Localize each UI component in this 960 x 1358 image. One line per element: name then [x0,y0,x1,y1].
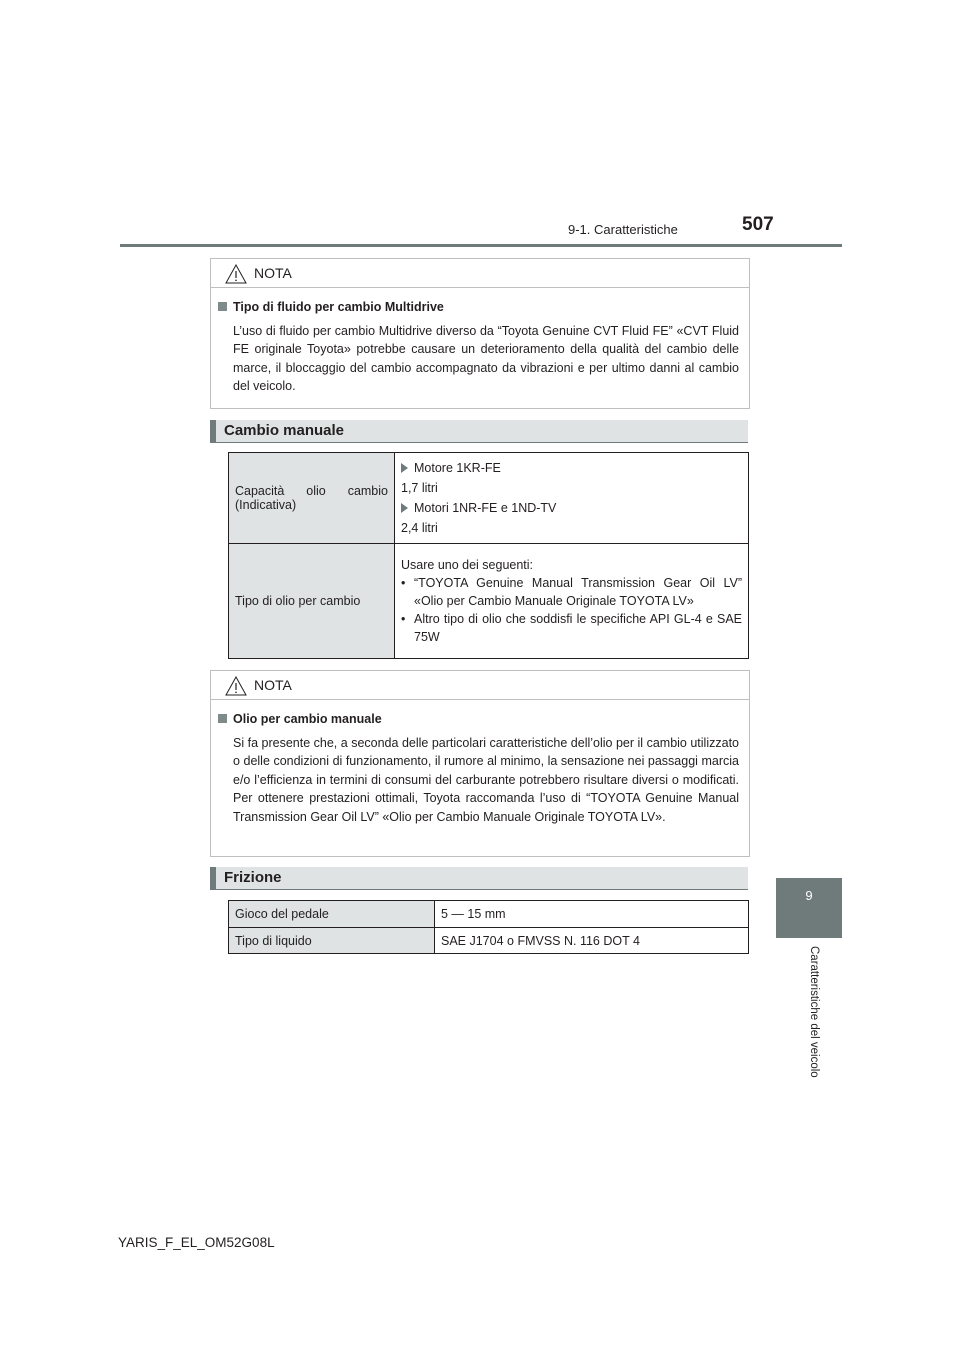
manual-transmission-table [228,452,749,659]
oil-intro: Usare uno dei seguenti: [401,558,534,572]
warning-icon [225,264,247,284]
notice-subhead-text: Olio per cambio manuale [233,712,382,726]
notice-box-manual-oil [210,670,750,857]
notice-text: Si fa presente che, a seconda delle particolari caratteristiche dell’olio per il cambio utilizzato o delle condizioni di funzionamento, il rumore al minimo, la sensazione nei passaggi marcia e/o l’efficienza in termini di consumi del carburante potrebbero risultare diversi o modificati. Per ottenere prestazioni ottimali, Toyota raccomanda l’uso di “TOYOTA Genuine Manual Transmission Gear Oil LV” «Olio per Cambio Manuale Originale TOYOTA LV». [233,735,739,824]
notice-header [211,259,749,288]
square-bullet-icon [218,714,227,723]
section-heading-text: Cambio manuale [224,422,345,439]
engine-label: Motore 1KR-FE [414,461,501,475]
table-row [229,901,749,928]
row-label: Tipo di olio per cambio [235,594,361,608]
capacity-value: 1,7 litri [401,481,438,495]
oil-option: • “TOYOTA Genuine Manual Transmission Gear Oil LV” «Olio per Cambio Manuale Originale TOYOTA LV» [401,576,742,608]
capacity-value: 2,4 litri [401,521,438,535]
notice-subhead [216,298,739,317]
document-code: YARIS_F_EL_OM52G08L [118,1235,275,1250]
clutch-table [228,900,749,954]
triangle-bullet-icon [401,503,408,513]
oil-option-text: “TOYOTA Genuine Manual Transmission Gear Oil LV” «Olio per Cambio Manuale Originale TOYOTA LV» [414,576,742,608]
row-label: Tipo di liquido [229,928,435,954]
table-row [229,453,749,544]
table-row [229,928,749,954]
chapter-tab [776,878,842,938]
chapter-number: 9 [805,888,813,903]
row-label: Gioco del pedale [229,901,435,928]
chapter-label: Caratteristiche del veicolo [808,946,820,1078]
row-label: Capacità olio cambio (Indicativa) [235,484,388,512]
oil-option: • Altro tipo di olio che soddisfi le specifiche API GL-4 e SAE 75W [401,612,742,644]
engine-item [401,458,742,478]
notice-subhead [216,710,739,729]
engine-item [401,498,742,518]
notice-box-multidrive [210,258,750,409]
row-value: SAE J1704 o FMVSS N. 116 DOT 4 [435,928,749,954]
engine-label: Motori 1NR-FE e 1ND-TV [414,501,557,515]
page-number: 507 [742,214,774,235]
table-row [229,544,749,659]
row-label-cell [229,544,395,659]
oil-option-text: Altro tipo di olio che soddisfi le specifiche API GL-4 e SAE 75W [414,612,742,644]
section-heading-text: Frizione [224,869,282,886]
notice-label: NOTA [254,677,292,693]
row-label-cell [229,453,395,544]
row-value: 5 — 15 mm [435,901,749,928]
warning-icon [225,676,247,696]
section-heading-clutch [210,867,748,890]
row-value-cell [395,453,749,544]
notice-label: NOTA [254,265,292,281]
triangle-bullet-icon [401,463,408,473]
section-title: 9-1. Caratteristiche [568,222,678,237]
notice-header [211,671,749,700]
notice-text: L’uso di fluido per cambio Multidrive diverso da “Toyota Genuine CVT Fluid FE” «CVT Fluid FE originale Toyota» potrebbe causare un deterioramento della qualità del cambio delle marce, il bloccaggio del cambio accompagnato da vibrazioni e per ultimo danni al cambio del veicolo. [233,323,739,393]
notice-subhead-text: Tipo di fluido per cambio Multidrive [233,300,444,314]
square-bullet-icon [218,302,227,311]
header-rule [120,244,842,247]
section-heading-manual [210,420,748,443]
row-value-cell [395,544,749,659]
